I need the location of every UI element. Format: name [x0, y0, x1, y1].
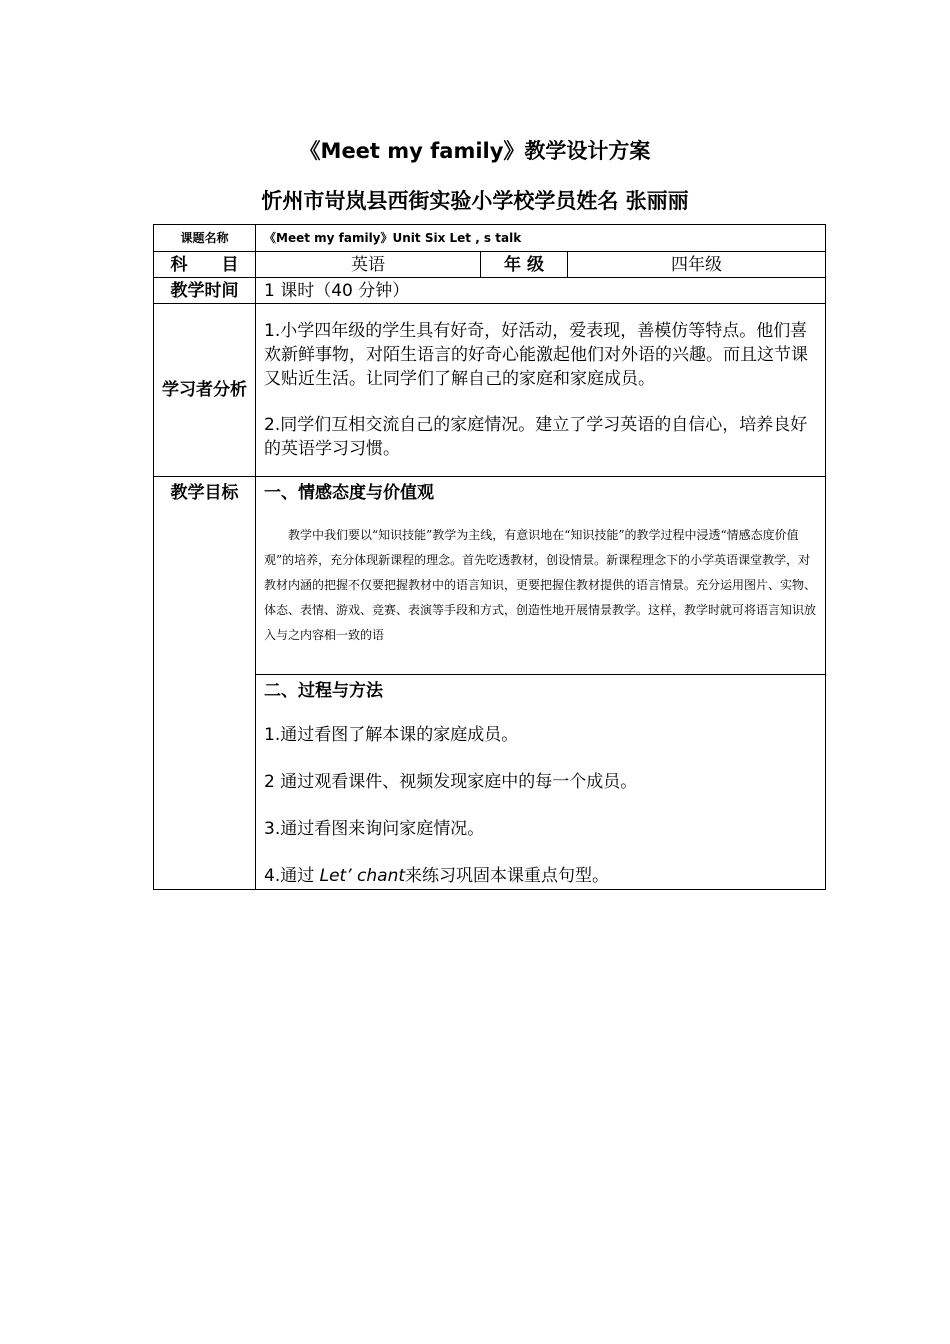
- goal-process-heading: 二、过程与方法: [264, 681, 383, 701]
- row-learner-analysis: [154, 304, 826, 477]
- row-goal-attitude: [154, 477, 826, 675]
- row-subject: [154, 252, 826, 278]
- goal-attitude-cell: [256, 477, 826, 675]
- step-4-prefix: 4.通过: [264, 866, 320, 886]
- learner-label: 学习者分析: [154, 304, 256, 477]
- row-course: [154, 225, 826, 252]
- step-4-chant: Let’ chant: [319, 866, 406, 886]
- learner-paragraph-2: 2.同学们互相交流自己的家庭情况。建立了学习英语的自信心，培养良好的英语学习习惯。: [264, 415, 808, 459]
- goal-process-step-1: 1.通过看图了解本课的家庭成员。: [264, 725, 519, 745]
- grade-value: 四年级: [568, 252, 826, 278]
- goal-attitude-body: 教学中我们要以“知识技能”教学为主线，有意识地在“知识技能”的教学过程中浸透“情感态度价值观”的培养，充分体现新课程的理念。首先吃透教材，创设情景。新课程理念下的小学英语课堂教学，对教材内涵的把握不仅要把握教材中的语言知识，更要把握住教材提供的语言情景。充分运用图片、实物、体态、表情、游戏、竞赛、表演等手段和方式，创造性地开展情景教学。这样，教学时就可将语言知识放入与之内容相一致的语: [264, 528, 817, 642]
- subject-value: 英语: [256, 252, 481, 278]
- grade-label: 年 级: [481, 252, 568, 278]
- course-value: 《Meet my family》Unit Six Let , s talk: [256, 225, 826, 252]
- course-label: 课题名称: [154, 225, 256, 252]
- subject-label: 科 目: [154, 252, 256, 278]
- row-time: [154, 278, 826, 304]
- time-value: 1 课时（40 分钟）: [256, 278, 826, 304]
- goal-process-step-4: [264, 864, 817, 888]
- time-label: 教学时间: [154, 278, 256, 304]
- learner-paragraph-1: 1.小学四年级的学生具有好奇，好活动，爱表现，善模仿等特点。他们喜欢新鲜事物，对陌生语言的好奇心能激起他们对外语的兴趣。而且这节课又贴近生活。让同学们了解自己的家庭和家庭成员。: [264, 321, 808, 389]
- goal-attitude-heading: 一、情感态度与价值观: [264, 483, 434, 503]
- goal-label: 教学目标: [154, 477, 256, 890]
- document-title: 《Meet my family》教学设计方案: [299, 139, 651, 163]
- goal-process-step-3: 3.通过看图来询问家庭情况。: [264, 819, 485, 839]
- lesson-plan-table: [153, 224, 826, 890]
- goal-process-step-2: 2 通过观看课件、视频发现家庭中的每一个成员。: [264, 772, 638, 792]
- step-4-suffix: 来练习巩固本课重点句型。: [405, 866, 610, 886]
- document-subtitle: 忻州市岢岚县西街实验小学校学员姓名 张丽丽: [261, 189, 689, 213]
- learner-content: [256, 304, 826, 477]
- goal-process-cell: [256, 675, 826, 890]
